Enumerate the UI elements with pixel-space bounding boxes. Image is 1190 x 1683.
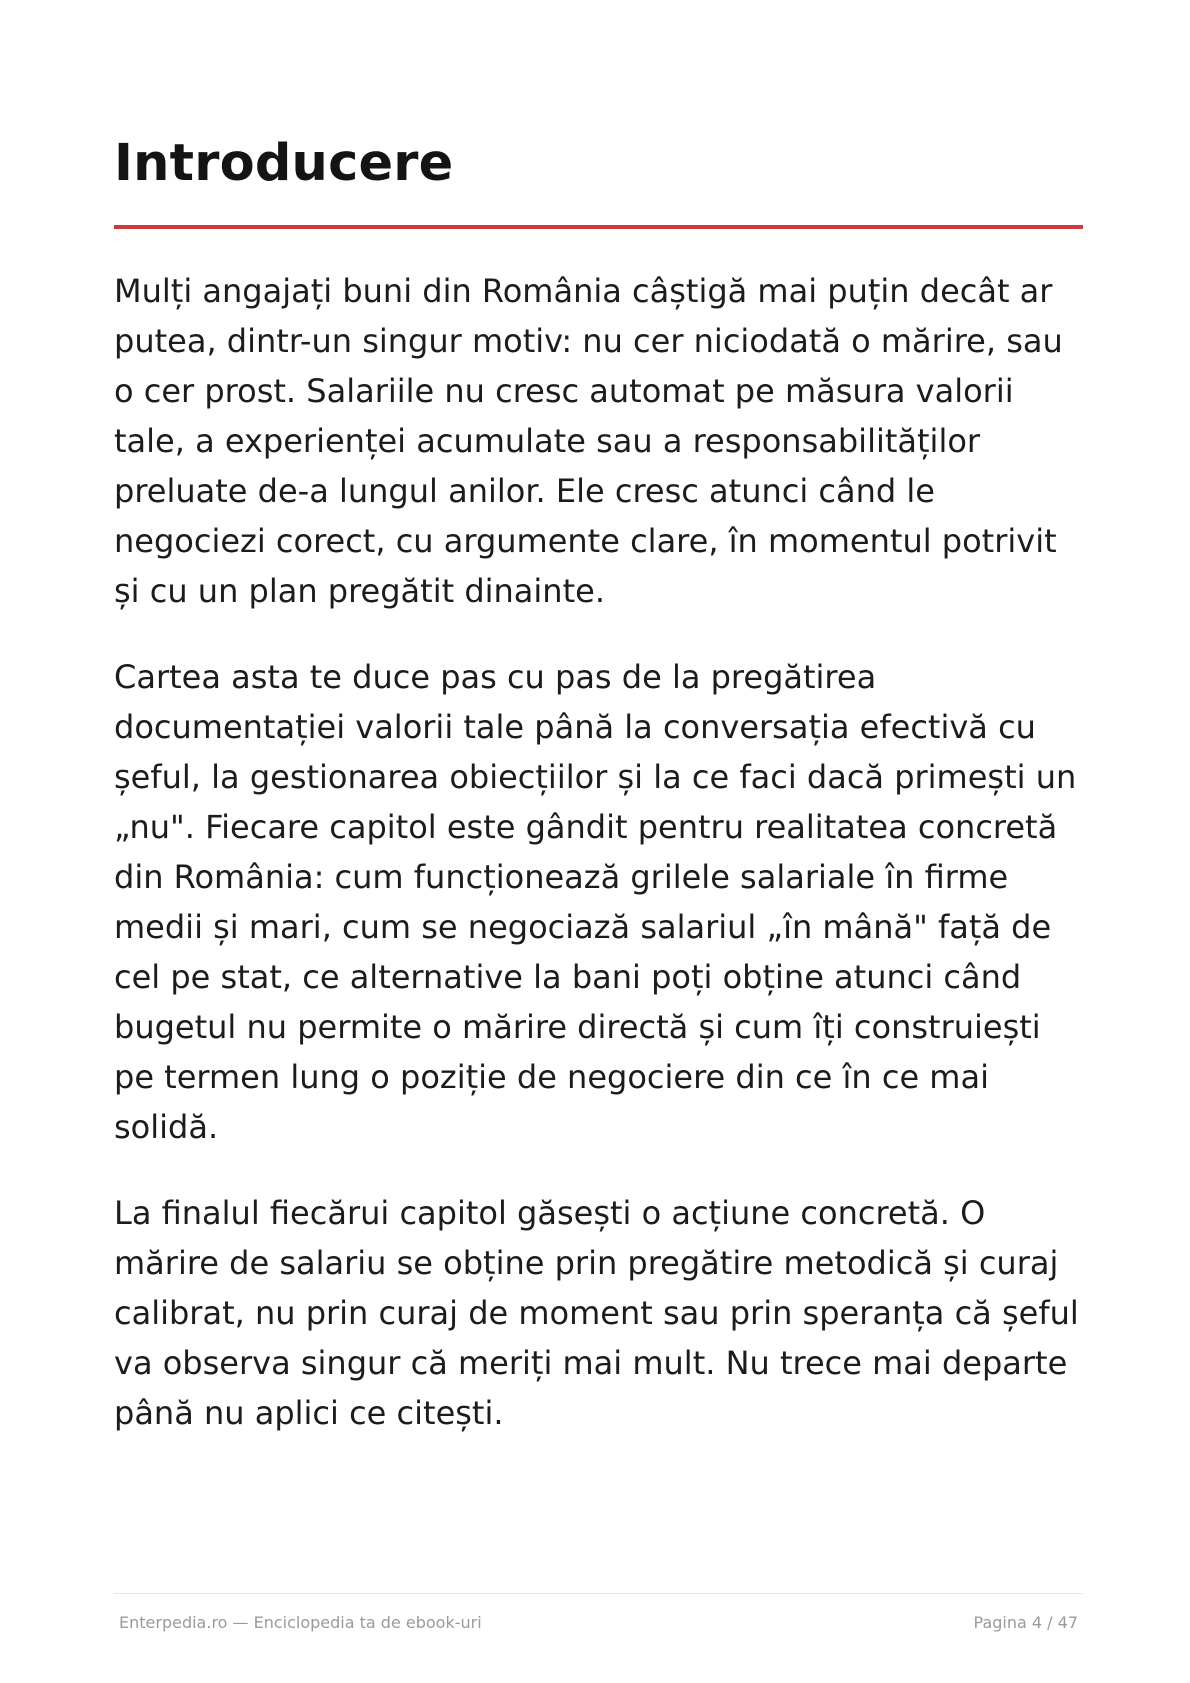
chapter-body	[114, 266, 1089, 1474]
paragraph-1: Mulți angajați buni din România câștigă mai puțin decât ar putea, dintr-un singur motiv: nu cer niciodată o mărire, sau o cer prost. Salariile nu cresc automat pe măsura valorii tale, a experienței acumulate sau a responsabilităților preluate de-a lungul anilor. Ele cresc atunci când le negociezi corect, cu argumente clare, în momentul potrivit și cu un plan pregătit dinainte.	[114, 272, 1063, 610]
footer-site-name: Enterpedia.ro — Enciclopedia ta de ebook-uri	[119, 1613, 482, 1632]
footer-page-number: Pagina 4 / 47	[973, 1613, 1078, 1632]
chapter-title: Introducere	[114, 134, 454, 193]
document-page	[114, 0, 1083, 1683]
footer-divider	[114, 1593, 1083, 1594]
paragraph-2: Cartea asta te duce pas cu pas de la pregătirea documentației valorii tale până la conversația efectivă cu șeful, la gestionarea obiecțiilor și la ce faci dacă primești un „nu". Fiecare capitol este gândit pentru realitatea concretă din România: cum funcționează grilele salariale în firme medii și mari, cum se negociază salariul „în mână" față de cel pe stat, ce alternative la bani poți obține atunci când bugetul nu permite o mărire directă și cum îți construiești pe termen lung o poziție de negociere din ce în ce mai solidă.	[114, 658, 1077, 1146]
title-divider	[114, 225, 1083, 229]
paragraph-3: La finalul fiecărui capitol găsești o acțiune concretă. O mărire de salariu se obține prin pregătire metodică și curaj calibrat, nu prin curaj de moment sau prin speranța că șeful va observa singur că meriți mai mult. Nu trece mai departe până nu aplici ce citești.	[114, 1194, 1079, 1432]
